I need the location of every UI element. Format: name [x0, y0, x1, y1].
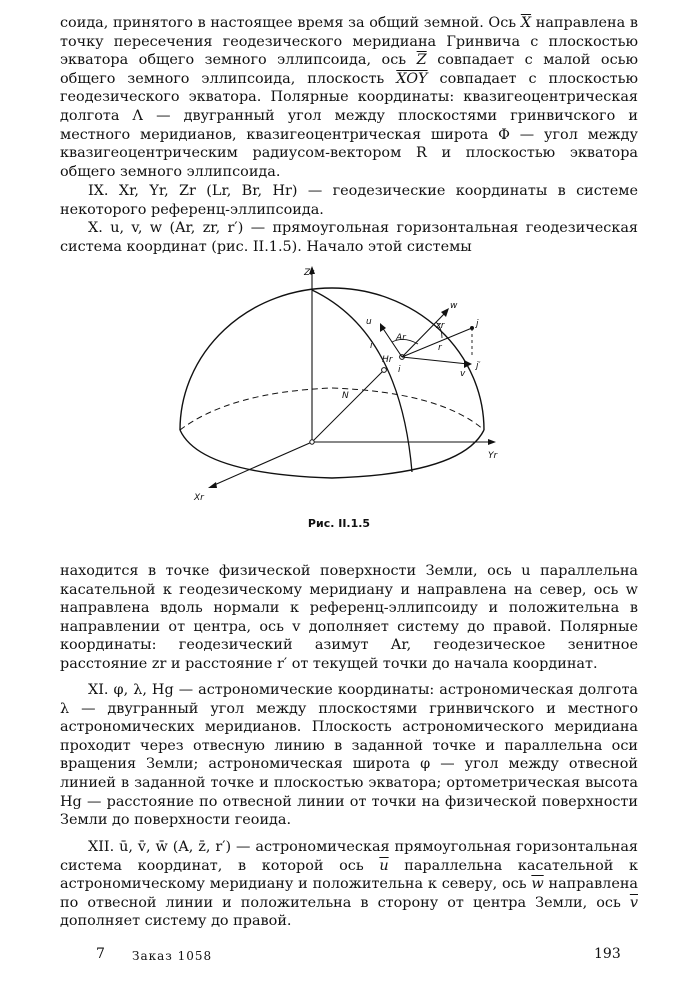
- equator-front: [180, 430, 484, 478]
- r-vector: [402, 328, 472, 357]
- paragraph-x: X. u, v, w (Ar, zr, r′) — прямоугольная горизонтальная геодезическая система координат (рис. II.1.5). Начало этой системы: [60, 220, 638, 255]
- paragraph-x-continued: находится в точке физической поверхности Земли, ось u параллельна касательной к геодезическому меридиану и направлена на север, ось w направлена вдоль нормали к референц-эллипсоиду и положительна в направлении от центра, ось v дополняет систему до правой. Полярные координаты: геодезический азимут Ar, геодезическое зенитное расстояние zr и расстояние r′ от текущей точки до начала координат.: [60, 563, 638, 672]
- axis-v-bar: $\overline{v}$: [629, 894, 638, 911]
- normal-line: [312, 368, 386, 442]
- paragraph-top: соида, принятого в настоящее время за общий земной. Ось $\overline{X}$ направлена в точку пересечения геодезического меридиана Гринвича с плоскостью экватора общего земного эллипсоида, ось $\overline{Z}$ совпадает с малой осью общего земного эллипсоида, плоскость $\overline{XOY}$ совпадает с плоскостью геодезического экватора. Полярные координаты: квазигеоцентрическая долгота Λ — двугранный угол между плоскостями гринвичского и местного меридианов, квазигеоцентрическая широта Φ — угол между квазигеоцентрическим радиусом-вектором R и плоскостью экватора общего земного эллипсоида.: [60, 15, 639, 180]
- label-n: N: [342, 391, 349, 401]
- page-number: 193: [594, 946, 621, 962]
- label-azimuth: Ar: [396, 333, 406, 343]
- equator-back: [180, 388, 484, 430]
- label-j-prime: j′: [476, 361, 481, 371]
- label-j: j: [476, 319, 479, 329]
- axis-u-bar: $\overline{u}$: [379, 857, 389, 874]
- label-hr: Hr: [382, 355, 393, 365]
- axis-w-bar: $\overline{w}$: [531, 876, 544, 893]
- signature-number: 7: [96, 946, 105, 962]
- meridian-curve: [312, 290, 412, 472]
- axis-x-symbol: $\overline{X}$: [520, 15, 532, 31]
- v-axis: [402, 357, 468, 364]
- axis-z-symbol: $\overline{Z}$: [416, 52, 427, 69]
- label-zenith-distance: zr: [436, 321, 445, 331]
- paragraph-ix: IX. Xr, Yr, Zr (Lr, Br, Hr) — геодезические координаты в системе некоторого референц-эллипсоида.: [60, 183, 638, 218]
- figure-caption: Рис. II.1.5: [307, 517, 371, 530]
- label-x-axis: Xr: [194, 493, 204, 503]
- paragraph-xii: XII. ū, v̄, w̄ (A, z̄, r′) — астрономическая прямоугольная горизонтальная система координат, в которой ось $\overline{u}$ параллельна касательной к астрономическому меридиану и положительна к северу, ось $\overline{w}$ направлена по отвесной линии и положительна в сторону от центра Земли, ось $\overline{v}$ дополняет систему до правой.: [60, 839, 639, 930]
- label-v: v: [460, 369, 466, 379]
- figure-ii-1-5: [170, 262, 510, 512]
- plane-xoy-symbol: $\overline{XOY}$: [396, 70, 428, 87]
- label-i-left: i: [370, 341, 373, 351]
- label-r: r: [438, 343, 442, 353]
- order-number: Заказ 1058: [132, 949, 213, 963]
- label-w: w: [450, 301, 458, 311]
- hemisphere-outline: [180, 288, 484, 430]
- label-y-axis: Yr: [488, 451, 498, 461]
- paragraph-xi: XI. φ, λ, Hg — астрономические координаты: астрономическая долгота λ — двугранный угол между плоскостями гринвичского и местного астрономических меридианов. Плоскость астрономического меридиана проходит через отвесную линию в заданной точке и параллельна оси вращения Земли; астрономическая широта φ — угол между отвесной линией в заданной точке и плоскостью экватора; ортометрическая высота Hg — расстояние по отвесной линии от точки на физической поверхности Земли до поверхности геоида.: [60, 682, 638, 829]
- label-u: u: [366, 317, 372, 327]
- label-i-right: i: [398, 365, 401, 375]
- label-z-axis: Zr: [304, 268, 314, 278]
